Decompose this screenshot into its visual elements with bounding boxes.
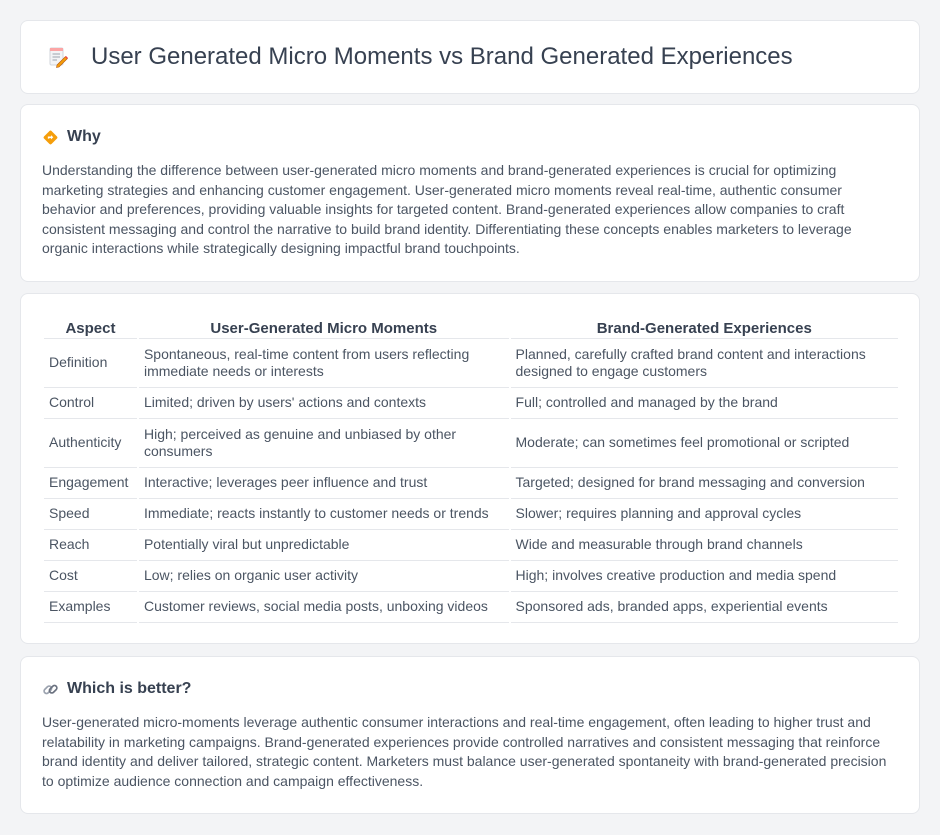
table-row: [44, 499, 898, 530]
better-body: User-generated micro-moments leverage authentic consumer interactions and real-time engagement, often leading to higher trust and relatability in marketing campaigns. Brand-generated experiences provide controlled narratives and consistent messaging that reinforce brand identity and deliver tailored, strategic content. Marketers must balance user-generated spontaneity with brand-generated precision to optimize audience connection and campaign effectiveness.: [42, 714, 887, 789]
user-cell: Low; relies on organic user activity: [139, 561, 509, 592]
user-cell: Immediate; reacts instantly to customer needs or trends: [139, 499, 509, 530]
table-row: [44, 419, 898, 468]
brand-cell: Targeted; designed for brand messaging and conversion: [511, 468, 898, 499]
page-title: User Generated Micro Moments vs Brand Generated Experiences: [91, 43, 793, 70]
better-heading: Which is better?: [67, 680, 192, 697]
table-row: [44, 339, 898, 388]
table-row: [44, 561, 898, 592]
user-cell: Interactive; leverages peer influence and trust: [139, 468, 509, 499]
which-is-better-section: [20, 656, 920, 814]
table-row: [44, 468, 898, 499]
why-heading: Why: [67, 128, 101, 145]
aspect-cell: Speed: [44, 499, 137, 530]
table-row: [44, 592, 898, 623]
aspect-cell: Examples: [44, 592, 137, 623]
aspect-cell: Engagement: [44, 468, 137, 499]
diamond-sign-icon: [42, 129, 59, 146]
brand-cell: Sponsored ads, branded apps, experiential events: [511, 592, 898, 623]
aspect-cell: Control: [44, 388, 137, 419]
comparison-table: [42, 314, 900, 623]
table-row: [44, 388, 898, 419]
brand-cell: Moderate; can sometimes feel promotional or scripted: [511, 419, 898, 468]
brand-cell: Wide and measurable through brand channels: [511, 530, 898, 561]
brand-cell: Planned, carefully crafted brand content and interactions designed to engage customers: [511, 339, 898, 388]
brand-cell: Full; controlled and managed by the brand: [511, 388, 898, 419]
aspect-cell: Cost: [44, 561, 137, 592]
link-icon: [42, 681, 59, 698]
brand-cell: Slower; requires planning and approval cycles: [511, 499, 898, 530]
table-header-row: [44, 314, 898, 339]
comparison-card: [20, 293, 920, 644]
aspect-cell: Reach: [44, 530, 137, 561]
user-cell: Spontaneous, real-time content from users reflecting immediate needs or interests: [139, 339, 509, 388]
title-card: [20, 20, 920, 94]
user-cell: Customer reviews, social media posts, unboxing videos: [139, 592, 509, 623]
header-brand-generated: Brand-Generated Experiences: [511, 314, 898, 339]
table-row: [44, 530, 898, 561]
why-section: [20, 104, 920, 282]
why-body: Understanding the difference between user-generated micro moments and brand-generated experiences is crucial for optimizing marketing strategies and enhancing customer engagement. User-generated micro moments reveal real-time, authentic consumer behavior and preferences, providing valuable insights for targeted content. Brand-generated experiences allow companies to craft consistent messaging and control the narrative to build brand identity. Differentiating these concepts enables marketers to leverage organic interactions while strategically designing impactful brand touchpoints.: [42, 162, 852, 257]
document-pencil-icon: [46, 45, 70, 69]
brand-cell: High; involves creative production and media spend: [511, 561, 898, 592]
user-cell: High; perceived as genuine and unbiased by other consumers: [139, 419, 509, 468]
header-user-generated: User-Generated Micro Moments: [139, 314, 509, 339]
user-cell: Potentially viral but unpredictable: [139, 530, 509, 561]
header-aspect: Aspect: [44, 314, 137, 339]
aspect-cell: Definition: [44, 339, 137, 388]
aspect-cell: Authenticity: [44, 419, 137, 468]
user-cell: Limited; driven by users' actions and contexts: [139, 388, 509, 419]
